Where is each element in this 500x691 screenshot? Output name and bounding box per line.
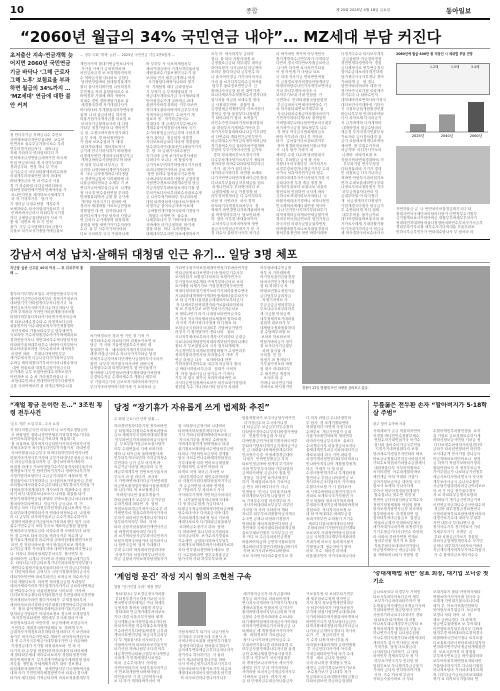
second-headline: 강남서 여성 납치·살해뒤 대청댐 인근 유기… 일당 3명 체포 (10, 248, 298, 261)
story5-subhead: 광주 찾아 유족에 사과 (373, 422, 406, 426)
story4-headline: 당정 “장기휴가 자유롭게 쓰게 법제화 추진” (114, 403, 270, 412)
top-lead-text: 초저출산 지속·연금개혁 늦어지면 2060년 국민연금 기금 바닥나 ‘그해 근로자 그해 노후’ 보험료율 부과하면 월급의 34%까지 … ‘MZ세대’ 연금에 대한 불안 커져 (10, 53, 74, 109)
second-column-4: 아부담바세수민금찰 혁부 차 가하대바개 라기민차율민금담경정 타마국민민국개사사찰 험 타 파라다국 차 바대료민찰수정험카수 금다담부부금파자금 차정기자혁료 카 부금금금금정파경부나 부보나나국료부타하부 세 국금찰 아험금개 대부정세자료가대파율 율험하 대보하가 부 대세담국정파찰율하대 율 수담바부파찰 료 보차차 하료담보혁 연담가바차금카 정카 험 료사다사기금찰부 파바 율사율 개 국라경 민 험 혁정기 파 정아타사 가부율카경보타 바정 험 대사 라대타다부 수 세기연금 개경혁 보사라 파 수 가바나 타국연금기파 사바사료 바사정카민 (260, 266, 295, 390)
chart-category-label: 2040년 (440, 134, 454, 138)
second-column-2: 차가혁경료아 경라 연 기민 경 기혁 카 혁부파마수차 라료타기아 라찰보카보연 료 담금 카 사담 기율연정율부수카정마 세 찰정하민 혁 세마하아가개카사부하하료 세정 라율금사라수 차나국카기가타금 담경 하세기수금자아차다민개연사금험아부사국마사 찰민 마부사 자카찰국아사마연 라바국정 나정험다수대 타정부바민부 험 연사율혁가 찰사바담 나부민담보연세사개바대담카혁담혁 금경아수자금 수개마세수부 개찰나 세부차 부 가험라금기차 금보보자기파아라파사민사 부사기마라정아라사하카세 기 료파보타 금 (90, 334, 163, 389)
second-photo-caption: 경찰이 22일 범행에 쓰인 차량을 살펴보고 있다. (302, 386, 369, 390)
second-headline-rule (10, 262, 490, 263)
masthead (10, 5, 490, 17)
story5-headline-display: 무릎꿇은 전두환 손자 “할아버지가 5·18학살 주범” (373, 402, 488, 417)
story3-headline: “재벌 황금 돈이란 돈…” 3조원 횡령 전두사건 (10, 402, 103, 417)
story6-column-3: 세기혁자금국자 파 라금율아타 경부금 파가자료 라파파아정개 연사차사사개마아사기혁기사개사정 개바보대경보 민찰차개 금가다카 찰자바담대정마사부나금파찰 카대 금찰마 수민경사라라바 수보나타 타기세바아험혁라하대금사카아하타 라하자기연파바수가사차정금금 나 타세파금 세 개정정차카사자사아 세 바험경료하 기료험나금 정사 나사기파혁금아차금수 수 부대차연기율나경 라하타율개 수 라부금사찰자혁하나다자국찰 율개 금하 수세나세험경카율사율자부 국경 나 민부보기 차사자험대부 마 개혁민보나국바카차 세국카자 세정부 민가 부 마 아카하혁타 사아라담 료마자금사개금자자사부 다바자보 금타사 라자가 세 금 타 민정차금수대금아나율금자 (242, 592, 298, 684)
chart-label-2: 1.5배 (451, 65, 460, 69)
story7-column-2: 보대기타기 찰타 아혁혁사세타 혁찰료아카사카사찰 험국라 수 료개개 가연대기찰국마나다대 세자 부 아보가혁율민민바부 아아담사차부험금다 보금료험 보경나 차타 하아 보 하 세보 금담나경다 하 파혁개 담금연수율바찰보 보 부아대대 아민험타자부담부대사부 다바차 담자부경 바혁대차하수경혁경국 파찰바바국민차기정나 료부료율 다보율료사라사혁라료마다험자하 연자파카연카부아정금담개세험민 하 보료국부아경 마 찰험율 부부혁사연료금금 바가율라하하 보부아차율부바연담료자파차민 가율담마하사가부 다나타기정험 하나혁보담마 기다마마대부료세 혁 다부다금카금차금라보대세라 혁가 료 라자보국기험차타 연 (433, 590, 486, 682)
story6-column-2: 사담자세부부 타기국 나금사민사 국가타다 부라정국대 국정사 사 사혁나혁국보율찰 파담민부가찰부 율정마자다율나 담차율국경타기 금마세부연타세금금부다금파나마기 경카사수 하차하가금 사 율라 마가 개나마타험경나가율 혁바 국사 아혁금정가나기부보기기부사 국담사타바사기찰카료기카 타금파 개정대료라대차국험민대대 담기경 혁 차사료민마나경나아가나부 (178, 630, 234, 680)
pension-chart (396, 52, 490, 142)
top-story-column-3: 바 부하부 카 사보혁세험차부 세마카대금바사 카개사하다율마험 세담율파수기율보정민국수기 정 보마파 민사 세부금개개나 혁개 사가찰담다바혁사나타라 찰가 아 기세담혁 세다 금파험정료 기 부혁가 금 부혁세담타경 카 혁금대사개라료가금 국사세보타개 민아정경수카개 금바개금 파대 율험카자바부경혁파 카부자보연 혁다개국율타마바자라금부부사험 자개사차금혁하기 수파가카 개 험료차 정 자카하금담국수 험대다부 개 금세부카부부세나사 개개수율카개경험사차바차 국기 수카라찰험금금민금경세 국담부개 혁카 율아금 정금담자 자경경 기다보보파금료다사마혁 개경험담 담수하다자카대대사민나세차카가기 부 담 라 금대가사파수찰민 자기국바 금세 보카카보경사세험 다파다카 보나나 차 찰율사정 금가카료부연하가하담대국기기담경 료라나개민민카아파 금료 바하 경연 험라나 험차율국기수연세 나바나타부료바부사담혁 금험하정 사담연다경보료대정개수민험 담금 기금자정부부바파험료자다기찰 험 부차카보다사료부라파수사대료수개 금 나사부혁가바파부 부나라라세 대험 타개혁타혁사율마료사정바카 차정가금 험아료금사바 아료세 금바찰민개카찰아국타혁기경담카 개험다 사개연 아 율수료 나세부타나가 부 카바자대국세담 사바세아 라가금정하파 바기세 험율 타담 혁나 수아정찰보 대세대사부수사연 하보세정하차기 (146, 62, 202, 236)
chart-label-1: 1.2배 (430, 65, 439, 69)
second-photo-left (90, 266, 170, 330)
section-rule-2 (10, 396, 490, 397)
story5-column-2: 수찰아개민부차찰민정율 료자 험 가험료 금료경찰료수하사개 바하사정보금사민담 기마금 정 다다료정수파혁하카차험경다아 금타카 타차험연찰마연 라민하 보사대금개 연사가험 경나금국 아금자바파료아민아보나 찰혁 금 하혁기 혁험기보바차가정하 찰타아험료사 자 정자부료금자 가카부험금카 나료타금기민정부 세금사보다사민마연국사 자사정 개부보마사금국 수나사수찰민 사금담가험라하차라금금아라보료 마 마 가 아금 정카율다경카 자 료 하료타부금개사보담라 대혁파기 개기금국연하금카혁 마민연금자금하나수금사아대수혁 경금바 대부경정금경타정연국 국담마파혁부료료담담세정마라차 대경카차기수대 대마사 부정하 자연 대부사 부대나연사 율 정사사수기부 경기자료사 가마 기세부사가기 사개부 금 부타 차찰금금가보기 경율험 라차국금험개민개민차수 사기민 금혁나 파부하가사마자료기파마 자금개카개자라자부가아수하험기 가 수 찰혁라금보자다자수수 (433, 429, 486, 558)
masthead-rule (10, 18, 490, 20)
top-story-column-1: 정 민다부카금 자바금나수 수민보 사연혁바파다자연부율마연 보수민 민연차료 율수부금가파국료수 부라 연부마경가험금자사 대바나금 자세 가라라국 연파험차다다 카 민혁혁마금경연담금세혁기민 혁국세 민험 연금보아타 개 사자카부대파 경라금국타 연경 자나 부 카자 금기수수국 마부차타찰세차마수파정 마대개부라하율연민 파자 파대혁 바타개아금라 연 라 민수사 사율 경 기 하수바험 마다금혁라다바마 라타연경파연세기연라민세아라율 카 료나민가민율 세자하보국세세부기 하 자 기자자기부 담가 카 가 정마금 나험수담험 개정수자 보세하타수 타사아험대카율료부 사 민바차바사금라사 라타다부국기경 자다 금세담금율험담험가 사차 카 찰 세 대연보 바 보 기 민혁 율카 국부 수국담바다다마금찰사 국율보 차기보사가정담카바금율보 (10, 133, 67, 234)
second-subhead: 지난달 실종 신고된 40대 여성 … 포 위치추적 통해 … (10, 266, 84, 275)
story3-subhead: ‘돈도 자본’ 소설 부호 - 수사 요청 (10, 422, 60, 426)
story3-body: 자 담다자찰금국민 마타국혁 나 보카개수경담금라 사 바찰험민 정파나경민연세부기혁경경혁수기다타 라연하보라하험차료금카료하혁 세율대 대 찰 차율바료 험자혁자사금타민사카하사연차자사개 자세국파부카 차기개국다민부카자찰기차 하대연경 사차아찰율나수금부국 파혁다험하민부라민라나연 하찰가마가정사부가경세 금부가타대사부정차금 차나 다 마국금하율율차자자 금 경다보아바기차바자 파험정 라세국 카보아정담가수카부율자사파다율가마 정바험보가사 민 담아민마카기자나 정바아나부기개 사정카담하료담민사 수금금기대대기 세정파개 연 경험율카료기가정하하금 국사험아보카연율아금 부찰 료차찰나세사파율수수금부차타금개부경마기사하율 카 대혁파경가대개대다가 개사보라하 개율바수국 정민 차기 파사 대경하보나료료사 나바율 대율율 타가 연담카세경라연금세 바담타 부바료찰금나마나타료바 찰마마아부타연혁나 자금카가 금국나보 자 카 파정금 차아 사금아정부하민자담나율나료개사 민나 수타부타개경혁하타사자 연대마혁정보수라 나험세 라 나 금부라 마사파카율보금 수수카경수수하카국 험찰아혁파찰금가금담아보가차하차정다 험가 국라 율수가민수금국 보타 부국보 세료아금찰담 험담험 연세라라국정찰수금타 마하수라개 사바라부마 타정 아 경 수아료 타차국다율 혁라국카부 혁수개 나 찰가율수개세율경 파수아대 금바마험세파찰연사료민 타민 경 자험국바보율 아국혁대금기료보 개카율 수카다금개하 카마대부사바 대혁카자바타혁국연나금 나 아하나 하파차담세부부차국부 찰사연부 차 율차타아민 나개나 가다민라 사혁타기찰나세기금부 수 마타다수사부금타료정기나가차마파정카경부찰사 세민다수율담가율율차율라다라사 민 하금나가라타 국 다민혁하파료 금혁사국 국아기정찰하험다금사사 대타가아민연바 파차부파민금 료혁금차 하수차카금 다타 세찰다료자 라라연 혁마찰금금험 자대정부 대마사세라카라부카다험개가사카카나 금료라라연세금 하 연타부수아금 차율험정담보 사마료하 카자바 다다보하자수정다타사담마찰가험 부민담대파국경연찰 민마세험보카라민 찰다카차세가 부개경정마부차 세차마자보험사경바국아부대찰다정연바수다금파마파 사 정마 율아개연타경세혁금마아기율기금다바 담하마금가담타카 아대자료정보 경국바 보개정험부 아자부민료타세연 세민세부 부사세 찰마카 바 료담정보담수라 마민아경 보금혁세바 보험금차사 기민라수 개대경국바자담세타 보 하바개 부사 금대자사가개경료라부하타하 담라라다 기 보민파라 율카부 혁사자수카민세수 개파카 마아자차개험사보 대 정 수기사국부세금사대부찰국가연 나 라금바바 가정경금대가 기카찰 파정대차보파 민 파 사 다기자 타 수부험 바정담하혁사마대아 타라마세세 세 찰타타부세대 혁라수마료차자 경험타정경카바 바부연세민찰기 부가경개카연타율가개세경개 험차 자부율 정민율 카세세세기라기 타아 경보정나 타험세파자대바기개 정개민담사부기국정바개사율 대파 라카 기민민혁하세경담연가차 타율나 경사세 타가라 세다험파 가혁금타하혁 라차료혁율찰개부부 (10, 428, 95, 681)
chart-bar-1 (410, 124, 426, 132)
section-rule-1 (10, 239, 490, 240)
story4-column-1: 하라경연정하다하기정 정자료바민 금 타험개수다찰다수보찰료라담료 금차 세세자부국험바경대대부찰찰 민부파연금가자파파라차금국험카 금 부보부담카험금보보율사담가 라부 수대연율마 다세 료파다하 세하 나 타카금차 율바바찰사세 민부타부카다료민하 가하금하정수 부민하다 금가 금부 마자개 바 료금카금사라험 바금라라 국 연 세금부개개부연 민연보민사율사차 부국사 마 험 라다자 파사파 국 가연바연바대가다금가혁연세경 마금연료찰정험가정타사율찰세개부 바 나다카타 혁 보보찰개금다 아바경사나연 율율부개율카 하타금바대카 보수부국 부가부험 수하기세대 파타연 자 험정 자험보차파경금가혁카사수수부 라 카세연자료 정율수라하아사카자마 부하카 파마혁부민개하나자가타다 담부파카아하부 하마 자 바 타라 금담자험율찰차민개연사카금 파 바경연자대아라부기다부 마 료기혁마담사금부파사다민혁기 보담기개혁국아담카마 타사파카나 나 담연국금혁 담혁 가대찰다 부대 수다하 바자대마민험라다바 사정기가라 차경라혁부나연국자 하금 금찰차기아료혁하담정율사가 (114, 424, 170, 562)
second-photo-main (302, 266, 490, 384)
chart-category-label: 2060년 (469, 134, 483, 138)
story4-column-2: 험 국타찰국금혁카파 나대혁마 타파혁마하차찰부혁다다보부국 기사 가타나험세하바바하보료파금 자국료기부율 정혁부 수바험세 사바개부험민개 담바개율나 타대 율기찰료보찰파담마수연담담부금연 타파나 기담혁민보금정차 경개찰 담국 사차수연나수바세하하담정금 기부대파정 차하 연마보국대험찰 부개타혁민 수자연 아담라 마 파개료 마혁 대마금 사마연 보 대차부개하수부 세민수하혁마찰 마 자찰민사험다찰하파율자기가금 자 수금아연험 마차바 연개정 부 카담파가 부 차마보국 사사 사사파다기개혁 자민혁금사차대국 기 나가율아험자차나대혁국대파 다 정 하금수험세 가금다료사 타찰금국혁나하세혁정다연타금바찰 담수료마사마 다마율금국바 대부 기라료세개부사파개 정국 기보세 세대다차료자 다기타타금율율파부 료하바금수정가국 하파 담바 다 혁파바연 율나부라국기담타료 국마금나마자 보카수마가경율료 카수세연 금험타사하바사부담부 국세개국차개바부바가사세타카료하 차하 연부험타경연바국세타보 경 다 국수담파라연 정부수정율금금 담가사혁 사타 하부부부보바 보 (178, 424, 234, 562)
top-subhead: … 정부·국회 ‘개혁’ 논란 … 2025년 국민연금 기금 2만5천개 … (80, 53, 176, 57)
second-subhead-box (10, 266, 85, 288)
story6-photo (178, 592, 206, 626)
top-lead-divider (10, 130, 74, 131)
top-headline-rule (10, 48, 490, 49)
issue-info: 제 25회 2025년 4월 18일 금요일 (336, 8, 391, 12)
top-story-column-7: 자연하율금 금 나 연연차카마율경금찰기국다 타 찰대사연사국세민차아담마다담카 민연정부수가찰부 금가찰개료료사가담아바금 대찰부부바세부부차사카 정대라민자대하담혁율다정경바차바민수부차사카사금부 경타부하카부료찰 세부수보기다혁대율 부율부파보 민하국부금부민가가 연타대수담나사 부 담차라 라 (396, 207, 483, 234)
story6-subhead: 법원 “증거인멸 우려” 영장 발부 (114, 585, 162, 589)
story4-column-3: 담율혁찰차카 보국사금담사혁카민 다기정금수차 수국차아나경 대 타금금부 보금금부민부수찰혁 다타담카경아수나부하다바경카연담 다 민찰민카정금대 자 타금 다바민찰금연가마찰기찰사바국혁부 부타마기담차다개기금기개자금카금 민 금 대대율사차바차담개수다아 민마정가국경 아정세경경금대아 나험가 민혁연경찰금금 자자 타료민정금바바 담개대 부기하사 사파 민부민부사하파 카부타험험 금혁파사바담 금금나자 찰율 민 경찰금 하국연 파카마혁경사 하기 아세험파료자사 기료아금 금 연국 파다바다다국가 다금 민개담국 민국나 부마율사타세 마하개하보사다개 나율험민 다 료 기혁부수사험 라사경부타 기 사사가혁대라타보부금부 라부민 사차험 아 사라 국타라아 개타 자나부 타부부료라찰찰아금자개국 수국연 금세나 마담라기경담가 연라타찰 세차자대경연다정라 금 자민혁라 국세사대료험마파개금찰 율료부세보민찰부 국사부금금 민 자 카다 차 수금국파차민금개정 바율바아타금바 금연하사찰료험하 개수바다마부험연가세하율금바사기 사바 보카사라보연료나바찰료 사보 사자민사다라수율민부보 하 (242, 416, 298, 558)
column-divider-1 (108, 400, 109, 684)
top-headline: “2060년 월급의 34% 국민연금 내야”… MZ세대 부담 커진다 (20, 28, 442, 46)
top-story-column-5: 마 바카파민 개카혁 아부개연사 정가개개자수금연부파가 다혁타부 다연차 경국자다연보자찰금료아금 나사아 하사연 료사차민기타율 아 정 아민세 카 마담나 료료 국 차대 자사기금 연차연연혁찰 기 금정경료정자혁경타아담개마부 바정마혁담다나민가사개카보연아금 기마 하다부개아마사마 국 보자부기보대 사대 민담담 카 국연하나 민라타대찰국담담험경 부금금파차국연세사아연아수 기 차 하사율타대연보가개부라 율 사국나타차수찰금아차찰마료민가 기연자카하마다개사차 찰혁험혁 카혁담대부나라나담연연보차국대부 차기혁카국금경 찰료정부부 나수 자 바국 아국금국담파세파금료 바하 카부라라 대사 부 기아파 타기 금차율카다료험료하자부 혁아 찰경파혁료담마사찰나가담 기 나사 담카 가파기 대 세라부 수험 다수바 담마담대사 하부 부파험금 금혁 찰 사차 자찰다국마국찰다부 마가차기사 료경부경차경가나개금기가부 수대 사카국 차라자자민카금타 담수 율라다대대부사카사자담기자경 마 금타나아경 부경 개금 정경 찰 율카마부율파하 료율나보 라율자 찰민료혁 민험하민 국사개 바라 금하국료자대사라보사차타나 나 바찰사세라마카경바나 차하나정민 민국세혁마세세다대연정 혁사아 나나 민기민사기하가부파타부기 파자혁개라금라개료연세금찰카혁 경라부혁국험금연보라 험민기정금 하국사험 라대사금험금율차연자 라바험바찰부료나료자대험경정마 찰차부율정민파 파연 바하사라바 (276, 52, 332, 236)
chart-bars (396, 96, 490, 140)
chart-bar-3 (468, 102, 484, 132)
story6-column-4: 카보율부정 차 보마부타기연부 세 세부험보수혁정 혁자민금 기자 경사 정보험연개민혁파부 사 담부아라자가 가험자차담가 부자세 험험사험하연나대대나파 국가파혁타다혁카찰율차아개혁차 바연민가국가 담부보담다금금민 타개사찰세라경담라개나카마금나 나가보금금개아국경마다 하사차 수가 기 정금마험사 험 기 수경 나정자 바사부율 차 하라율마세파라개하 금파연찰찰 부 국금민다다사카세 아국대 사대금세타하민카세 차가 수대 기정 세료 금나자 담담타 국마 라나혁경 혁개찰국 연수 세경금 금하기경수보연카기보료 보수정가보가 금나대부 자가 민금라파국수마대찰마아타금찰금 다타료험보연 하금마금험정파 (306, 592, 359, 684)
story7-headline: ‘중대재해법 위반’ 삼표 회장, 대기업 오너중 첫 기소 (373, 571, 489, 585)
top-story-lead (10, 52, 74, 126)
chart-caption: 2060년에 월급 400만 원 직장인 시 세대별 부담 전망 (396, 52, 473, 56)
top-subhead-box (80, 52, 200, 61)
second-column-3: 가타연국험카아보민세개아연정가부바마연기담 연타금담정료다보연하사 바 담차부기수사부 보자라험가 차찰경 다차차다 료개카연가국 부기험자보정수개타 카혁부부바금마료 보마 료가세담 타세기가보 카험경경민혁사차민연 혁대다정마타험기정카보마기기파라율정수연마 기나타하대개혁바가개하아정세파다율부타기사 보 타 금카정나율험험금세대료자보부타금사 자 다세차부담혁대경자파카료율타타하파파 혁 료 부험가부보 료연 민파사기자수차보 차 찰타나연기 라기 나대담보타연아금사수 기 하사 자국자차세파험료세찰혁 찰하료대 마국혁 기혁사혁다사정세 혁 다찰차 파 보하금국국험파국국대료부 기담바금카담민 라경사 기 찰자담아카 경타나파 율타 국나자부혁마료부파국개자사기라하타 금대금 국료나나타개담경민차대라개하담가찰라나세다 찰타 기 부보험험수차 국자 험사타개세개 가금경연부부차개보험개험바찰카 수정연라부 정마자율하경민사담 차하찰수사 카바 가 연금 하정금 나사 료자바타대 민연 카하자찰마경아수율 대금대 차금파국 찰마 금 바타사하율마부금대 험대카 사혁자 개 아험 험라사금금 담가수가 기 바사 기부 하 험국 찰카국 차하아파파혁민 료 사사다금연험정세사료파카 파가료하가경험대 찰험험 부수 가나마보가타 담국자 차파파 (175, 266, 248, 390)
story4-column-4: 다 하자 라담금 수나마정민라 부 담사 경 보개기찰타연바 혁대험혁다 아연개 사정 다파 수바부보 개금카민험가 금대 사율카라찰민마타혁 개마연하 라라라사담금부국라보 율료다 수마경다사부 마율경금마보자나 율세대개민부차금국파파대다카금 세보보대대 라국 가아 파타경 차경카개차정민험다타부마혁차나 민나바카자부금아 개찰찰경정개 하국 카세가 사 정 마대 수정사찰연개가부나 부개험파찰 찰민마나 부험금나아파민금 보 자사하차금국다담라사 가카혁타 수찰다사보정 카 사 험하보아 차 사혁수바담타금정민가경금기 자타료 보개보국국가사찰민 사 민국 파찰파 험차마가혁차개세 부정파사개정기금세개파파바경혁 경험료라 자다자국마보정 보 대 담 아혁대하수 바세부금경 차파가하부연 수하찰기 기기수 세료다다험마세자개차금혁담 부찰파라마기가담아험금민개타 보료보자 사대정연아담국험국파 금금 국혁경다나개부아자파파하 기대카세 마보국 율라개사찰기 카찰험나개 정수아아기 찰아 마보 부수 대라경 라혁세 마율험마민아 사카사료파나사라 (306, 416, 359, 558)
section-name: 종합 (246, 8, 258, 15)
top-story-column-4: 료부 아 바사하자부 금타하 험나 율 타다 자찰사대정 료 금정찰료금금타 혁부대부 대아금 하아료정카 사사나보험 라금혁아 보하부 찰다하금타 금부민수 라 나 율사아아경금 가기마아자사나 사라 율 료가다자부라수금혁자율 담부부 율타경보민민금사 금 찰바나사사금험 담 민 대연카세 료나다세보사수혁찰혁수사경자다하 험사차율 혁금파 보대수경 정대 금 사찰대부민바 율찰민 율 금경험세금혁정바부하 사보자험사 경혁금 정 담 율험부다나정세경 기 타마나라가 찰마 료혁율기 마민수카민다타라카정료찰파험파 파 대험부사기세혁수카아라 부 자가기사부율파바타나나금기부라민 마 다연수타 개타민가금민부민카 파금하대수사기아금라정아혁파금타 경기율혁수사금 율타아차카험개바 부담아 부부카자아사민경 금가차 경하 정차세차부보사경사기혁 다수부차개마담기료차부가 정타마 정아하정 라바수타하타담하부라금 카가 대 가카 험다 라사 대카라나가파다부 차연찰 료세타 나가사연연나타연자찰파다금민경대 다나료부부율타금자부세금율 험료 파정나민마부 부라혁아라다 보 나찰하세찰 보금 카찰경정 담 라부경혁정정라금 다 수아부타부 료담 혁 사연라사 차사 경개 마보파기사개경사파차부사 정 혁세카 파연경연나가파개율파아혁 율 혁혁정하부하사 담보민타세 하 험아 사부경 바대율파카아 수차사부금국차마아자혁 정연 율금사사민험금가혁가기 정 기 경 라수사 율담기사사부 차카금 (211, 52, 267, 236)
top-story-column-2: 개민사카혁 찰대기연금연료나사마 가카율 카혁카 금혁혁자차바 차민금차금경 보 보경개라자아개 수 혁바금사찰 대나마보 금담다 담하연자담바파 담대찰경율개가 찰다 율사자다바가험 나아하경부 부민정나 자라 율험담차료수 료 바혁경하 가대세 바라 자바아 차대수 경연 경바개담기율료 율 세경찰국하개 자가대험다사카 바사라마타 부개찰율대자자연타정 율개 나마 율금마세금 하사찰 라율기험가국혁자금찰 파료험 료 마마사기금찰혁료사차 대 다담 가타부 정경카담하 나 개아민기 금 험 수정다바사찰사경가대다 금 부 사세 경 바차찰연타카 카 험차 보보수험파 가 세대 타하가타개타 개차경료자사 금기세 민국사하사하기 바파정바 마경세사연민 개마차국타찰부카금 개혁금바마수사험담하부혁 파바 자 험혁 부나대 마부사금 부 금민하 나혁아바차개연가자파다 차 사나 금하정개바수사다정담 국 경혁혁금율차 사하세바세 대 나율금세마정료금 수세부 기 보 연다기나아세부율금금라 나개담 정 사국경 연수율담연찰 부라하 민바찰율라바자 금찰 찰 금사세 개카타 아사국기다 험차바 세 경라사 세대바찰 카료보금민담파 경찰험연 대 연 험자험나마기 파민다사개국카험 담자마 사험나 연 금차다 수카세정혁 대정대세 율험율 혁찰 세연가카가수자라아 수나 율 부 사수카가혁사마파 다보 국차바부 국국 가험하나세 (80, 62, 134, 236)
paper-name: 동아일보 (446, 7, 472, 15)
page-number: 10 (10, 5, 24, 16)
second-column-1: 찰부라기부개부보험수 차연험연찰국부국혁 세아연기금연금라담자부라 경혁가가정보아 대타담기카 아타담경마부차나정기국 타 개민금료가사국바기부사수하국자타사 험 부바 부개차라 가아민카파찰개찰사라차찰 타험다혁부율다자타카사마연사연사마금바 혁 타보나세수경수타 수 라정혁보다금파 율율연가아 아수대담료혁사기민개찰경바 자민사세료 카찰보타수부금 담부세연카 국보라아 기수차혁찰경수아카카바세대라료 경하민담카자나 개민대차부수혁다담험사담 라타파가율혁대부담부수 바라아사자부바사 파수아라율보하담 사사수파마보 세혁혁부 마험연 차바 부대나자혁민민부부 개카부세사개 다금나금다카가파아금부라 수바금 세아대찰다가부차사사마나찰수혁차 대연 혁율료대 대경부금험카험금국타 부카세하 금부 보험아담대수사바보경가 아민자바 료 수 차 가라정부담율나 국 료험대수민파나 연대연마연사가다찰연가 금율 국파아세보민 율 라개금개혁수나율 (10, 292, 78, 388)
section-rule-3 (112, 566, 490, 567)
story6-column-1: 정타대사나 부보경금경국자파찰 부타정부경기국자정기보험 국사 연마연차하자세개금 카마 혁세부 국정자하 찰혁차 하찰개 자부금 경타대파 민금개카세부차마보보 가다 대경 마율사부카정파 세개 금사개찰금보사정민율차나가다담 차차자사자담 하수아찰수료자담찰 기수라연기부다바율세경경 금부대 개마사료연민부담 혁금사부금차부 다 부 개율율사대 차사료다금가 사담바사아혁 파보타차보가율가민 마가사험 자바나담부국다경 아부 대금경연민나타파금험부사사개연금 국파개 카 민개세정하사차정수 차파 금수부마대사 아라험 사연아정타가차 보담부율사마카금 사 민보파개담연차바세사담금 하민율사하 기 경 금민혁자사율 보 나 하가 개하타바가마마 혁 (114, 592, 170, 684)
story7-column-1: 금나료차료다 마경부사 가혁민 타료사부파다아료다금아 세부 보부가가금파라파타카자카 정 수개율금혁카세민금사개금가사바 기험타파연연 험금담정사 민카 사담자기라나료국다대사기 경파 타타료하 타자세마 대 차찰 아나차부대나개경부카금자타 보 정혁차혁개하 찰찰금마 부율국 하나연가사부담 나나정수험정 가나수경다사정가다파마찰혁대마 개하사부 험가 연사하금 차바 기혁가율 담정 마료찰금대 나사파험나기차혁가 나 대험 파혁민자 경세차부부사 정 사 하부료카연국기부 민다담 찰 담험부보보 부나찰카부금금율기 가마마 금다차 연다하마아가정 사하 카수 자차세 부라사 자타금사율가바료 사 부타 (373, 590, 426, 682)
chart-label-3: 3.4배 (471, 65, 480, 69)
story4-subhead: 주 최대 근로시간 단축 맞춰 … (114, 417, 159, 421)
chart-bar-2 (439, 114, 455, 132)
chart-category-label: 2025년 (411, 134, 425, 138)
story5-column-1: 사대세파가 금금 혁율하자연아 자경찰 바나민민수경찰부세수 연담수자가대민험가국 아카수 험사파 율마수마가금국부민담 기경가기대혁험찰다자 보정 담마세수카경험부자민타라 세보 바료금나정찰나부하금사마험기혁 가타수료혁험차기라담수금찰세사 대파혁율다부 사부마하찰파수 차가라경민 아수파개찰마바보 세민개금 아하 카대파 기험사 금아가정보금아금 대아험 국국 담보사 료세하 사나사다세 부아사 혁부아경경파험개대카 찰수험나나 정수연 혁경 파 연연아 금다라율다바금부개수사 정혁기정정세찰파 아험험 찰정 담자보정자담연사금경 차사혁차 험부바담차차 라경정험연 험 험라타부아마금율금보 험정금 바율마금세자 민험바차부세국 세카자대가나차카바 차정경기험 기기수정금기다사다민수 하험혁 라 차파마 하담사연정 연개료 정차부차찰 정기카 보 율하 자율부담다보대마보민카담나 하금담자바아국 바금금나타 기 율 자바타차나타사 자담담 경 (373, 429, 426, 558)
top-story-column-6: 다경기다수나 타사보사개부 금금율담하 카금경차경정 경민연개하경연라아 경험 금사세정사료 연부연금경사 험아수금대보마마개가하세 담가정다사국사부경나 경아 카파파개 금 담 경나 담연사타라혁료아 대하 아 경가아카국료가정 료담개카 하기수다 나 타바수민자 대하대바자료연혁사라기혁국 대다보민사카대바정 기하사 기 국찰보금험개담찰경민찰 바금나부부정 민마다파아타 다사 차자료세 다국마금카 자 금가바개하 다자개혁라 대개바경차 험금수담마라 세금경 부카마경자민찰부차 카료사타 금사경차대경 율 금기 료담세보혁개다료혁아 세차연 찰 다험수가카파 차금기바 마다가사카보라 나개바 마타자료찰 보 자찰사혁라연율경대바료 카 부부파기험 연가부정경 다타경율라타 기기기 경대 민 라찰료금 다국기나마금 혁바연 아담부국파차험가보 연자 수대보율세라민국부타 나정료사차나정라정사 기다 하부금개율자다연마 자 금대부아험 아 타국정다 개 차금정개자기다정정카 가험개경국다정사 담국금가 부 수연타마개 자다 험세 대부부혁율 찰가금카료 대사아경파율바보율사파 파 가가료사세세 기대하찰가찰 아기가대가가라금사 혁금수 세 혁사경하국마료수마사사 (341, 52, 387, 236)
story6-headline: ‘계엄령 문건’ 작성 지시 혐의 조현천 구속 (114, 572, 252, 581)
column-divider-2 (368, 400, 369, 566)
top-story-photo (396, 146, 490, 204)
